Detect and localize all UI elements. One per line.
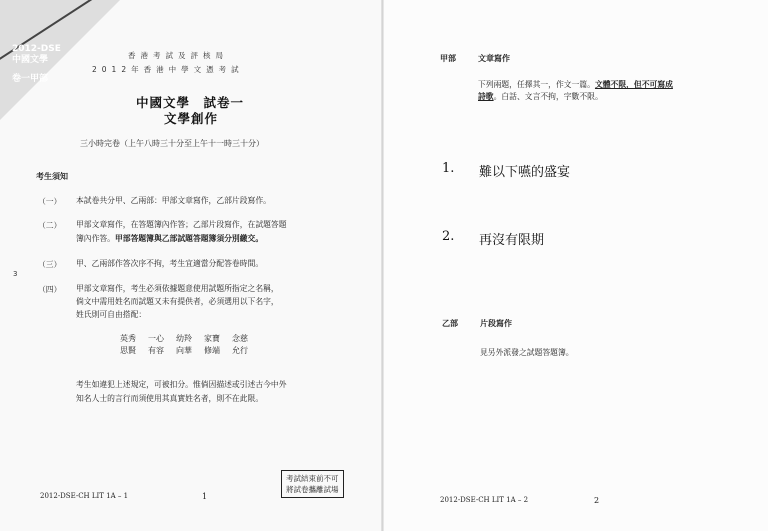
names-table bbox=[120, 333, 260, 357]
authority-name: 香港考試及評核局 bbox=[128, 51, 228, 60]
corner-label-subject: 中國文學 bbox=[12, 55, 49, 65]
left-page bbox=[0, 0, 383, 531]
instructions-heading: 考生須知 bbox=[36, 172, 68, 181]
section-b-label: 乙部 bbox=[442, 319, 458, 328]
paper-subtitle: 文學創作 bbox=[164, 111, 219, 126]
closing-text: 知名人士的言行而須使用其真實姓名者，則不在此限。 bbox=[76, 394, 264, 403]
question-number: 2. bbox=[442, 229, 455, 244]
section-b-text: 見另外派發之試題答題簿。 bbox=[480, 348, 574, 357]
notice-line: 考試結束前不可 bbox=[286, 474, 339, 483]
question-text: 難以下嚥的盛宴 bbox=[479, 165, 571, 180]
name-cell: 有容 bbox=[148, 346, 164, 355]
section-a-title: 文章寫作 bbox=[478, 54, 510, 63]
instruction-text: 簿內作答。甲部答題簿與乙部試題答題簿須分別繳交。 bbox=[76, 234, 264, 243]
instruction-number: （四） bbox=[38, 285, 62, 294]
exam-duration: 三小時完卷（上午八時三十分至上午十一時三十分） bbox=[80, 139, 264, 148]
instruction-text: 甲、乙兩部作答次序不拘，考生宜適當分配答卷時間。 bbox=[76, 259, 264, 268]
section-a-label: 甲部 bbox=[440, 54, 456, 63]
exam-name: 2012年香港中學文憑考試 bbox=[92, 65, 244, 74]
page-number: 2 bbox=[594, 496, 600, 505]
question-number: 1. bbox=[442, 161, 455, 176]
name-cell: 家寶 bbox=[204, 334, 220, 343]
name-cell: 修端 bbox=[204, 346, 220, 355]
section-b-title: 片段寫作 bbox=[480, 319, 512, 328]
instruction-text: 本試卷共分甲、乙兩部：甲部文章寫作，乙部片段寫作。 bbox=[76, 196, 271, 205]
instruction-number: （三） bbox=[38, 260, 62, 269]
notice-line: 將試卷攜離試場 bbox=[286, 485, 339, 494]
footer-code: 2012-DSE-CH LIT 1A – 1 bbox=[40, 492, 129, 500]
right-page bbox=[384, 0, 768, 531]
instruction-text: 甲部文章寫作，在答題簿內作答；乙部片段寫作，在試題答題 bbox=[76, 220, 287, 229]
section-a-instruction: 下列兩題，任擇其一，作文一篇。文體不限，但不可寫成 bbox=[478, 80, 673, 89]
footer-code: 2012-DSE-CH LIT 1A – 2 bbox=[440, 496, 529, 504]
page-number: 1 bbox=[202, 492, 208, 501]
name-cell: 向華 bbox=[176, 346, 192, 355]
name-cell: 幼羚 bbox=[176, 334, 192, 343]
paper-title: 中國文學 試卷一 bbox=[136, 95, 245, 110]
instruction-number: （一） bbox=[38, 197, 62, 206]
question-text: 再沒有限期 bbox=[479, 233, 545, 248]
name-cell: 一心 bbox=[148, 334, 164, 343]
corner-label-paper: 卷一甲部 bbox=[12, 74, 49, 84]
section-a-instruction: 詩歌。白話、文言不拘，字數不限。 bbox=[478, 92, 603, 101]
instruction-text: 倘文中需用姓名而試題又未有提供者，必須選用以下名字， bbox=[76, 297, 279, 306]
instruction-text: 姓氏則可自由搭配： bbox=[76, 310, 147, 319]
margin-mark: 3 bbox=[13, 270, 18, 278]
closing-text: 考生如違犯上述規定，可被扣分。惟倘因描述或引述古今中外 bbox=[76, 380, 287, 389]
notice-box bbox=[281, 470, 344, 498]
instruction-text: 甲部文章寫作，考生必須依據題意使用試題所指定之名稱， bbox=[76, 284, 279, 293]
corner-label-year: 2012-DSE bbox=[12, 44, 61, 54]
name-cell: 英秀 bbox=[120, 334, 136, 343]
name-cell: 念慈 bbox=[232, 334, 248, 343]
name-cell: 允行 bbox=[232, 346, 248, 355]
instruction-number: （二） bbox=[38, 221, 62, 230]
name-cell: 思賢 bbox=[120, 346, 136, 355]
